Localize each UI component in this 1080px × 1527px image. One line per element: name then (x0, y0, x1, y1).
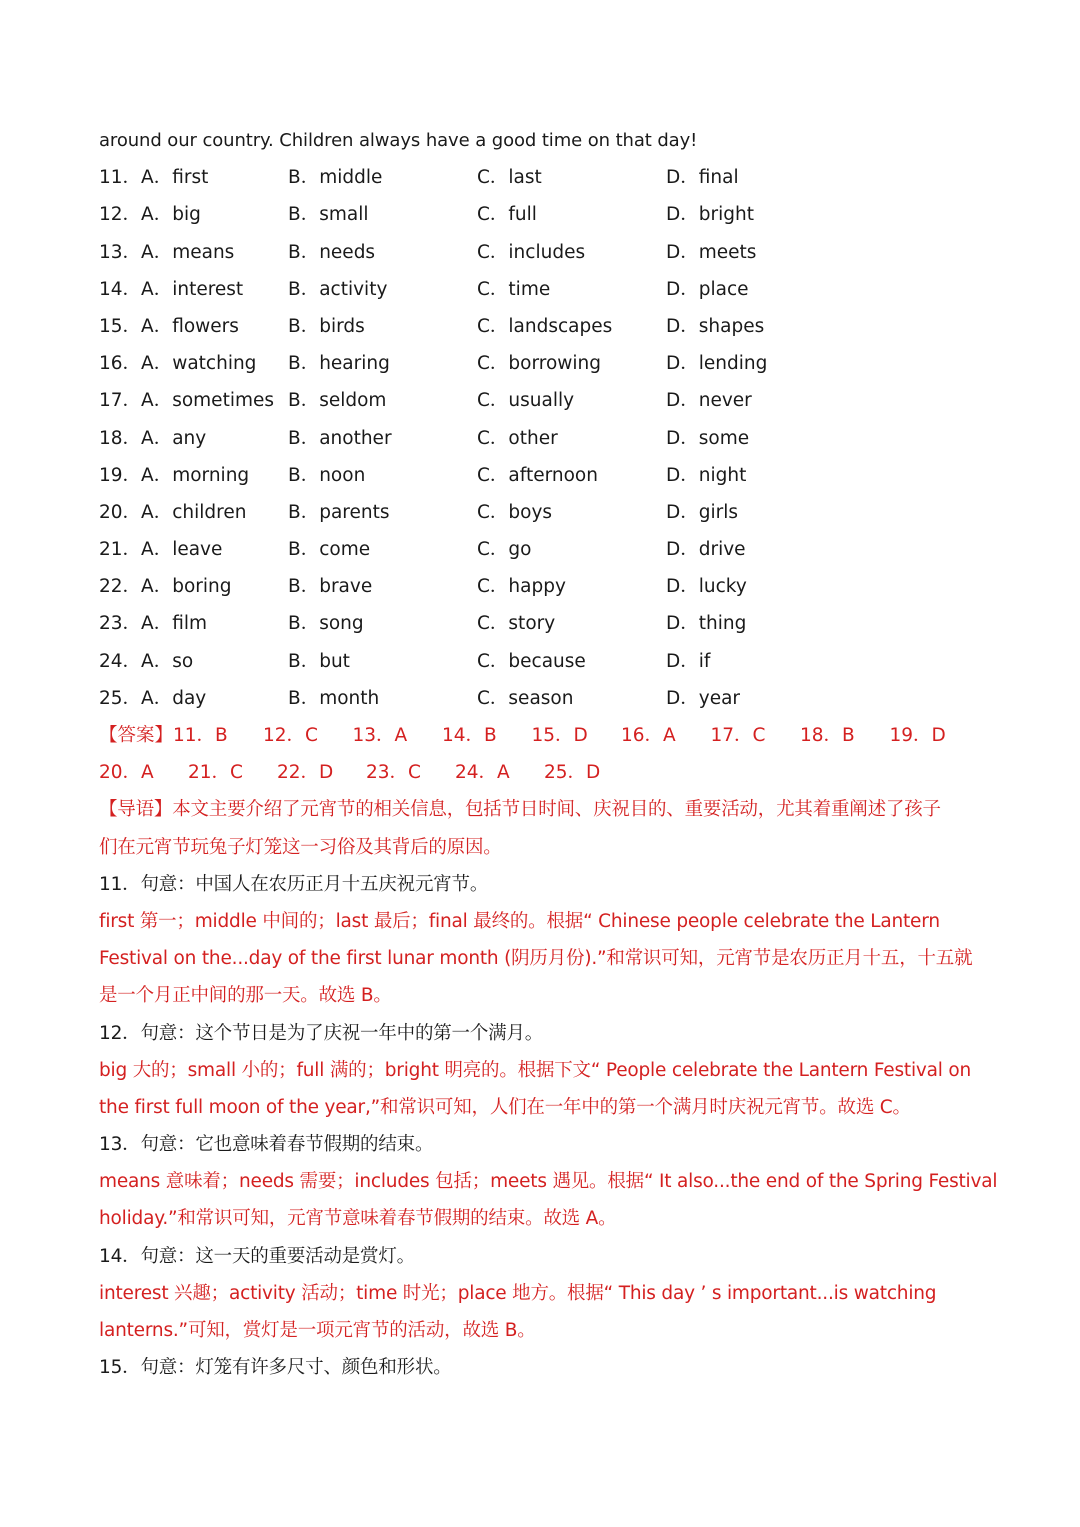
option-text: leave (172, 539, 223, 561)
explanation-sentence-meaning: 15．句意：灯笼有许多尺寸、颜色和形状。 (99, 1357, 452, 1379)
option-label: B． (288, 278, 320, 300)
option-text: middle (319, 167, 383, 189)
option-c (477, 159, 666, 196)
option-text: usually (508, 390, 575, 412)
option-label: C． (477, 241, 509, 263)
answer-item: 22．D (277, 762, 334, 784)
option-text: borrowing (508, 353, 602, 375)
option-text: another (319, 427, 392, 449)
explanation-line: 是一个月正中间的那一天。故选 B。 (99, 985, 392, 1007)
option-label: B． (288, 539, 320, 561)
option-label: 18．A． (99, 427, 173, 449)
option-text: brave (319, 576, 373, 598)
option-text: girls (698, 501, 739, 523)
option-label: D． (666, 390, 699, 412)
option-a (99, 159, 288, 196)
option-c (477, 308, 666, 345)
option-text: afternoon (508, 464, 598, 486)
option-d (666, 680, 855, 717)
option-label: 16．A． (99, 353, 173, 375)
option-label: D． (666, 464, 699, 486)
option-text: means (172, 241, 235, 263)
option-text: landscapes (508, 315, 613, 337)
option-text: first (172, 167, 209, 189)
option-text: day (172, 687, 207, 709)
option-text: sometimes (172, 390, 274, 412)
option-label: 12．A． (99, 204, 173, 226)
answer-item: 25．D (544, 762, 601, 784)
option-label: B． (288, 427, 320, 449)
option-b (288, 494, 477, 531)
option-label: D． (666, 613, 699, 635)
explanation-line: first 第一；middle 中间的；last 最后；final 最终的。根据“ Chinese people celebrate the Lantern (99, 910, 940, 932)
option-text: film (172, 613, 208, 635)
option-b (288, 680, 477, 717)
option-label: D． (666, 167, 699, 189)
option-text: watching (172, 353, 257, 375)
option-d (666, 494, 855, 531)
option-d (666, 308, 855, 345)
option-b (288, 420, 477, 457)
answer-item: 14．B (442, 725, 497, 746)
option-label: C． (477, 427, 509, 449)
question-row (99, 159, 989, 196)
option-b (288, 457, 477, 494)
option-a (99, 643, 288, 680)
option-text: flowers (172, 315, 239, 337)
option-a (99, 531, 288, 568)
option-label: D． (666, 650, 699, 672)
option-text: full (508, 204, 537, 226)
option-label: D． (666, 501, 699, 523)
option-label: C． (477, 576, 509, 598)
option-label: 21．A． (99, 539, 173, 561)
option-d (666, 568, 855, 605)
option-text: last (508, 167, 542, 189)
option-label: C． (477, 501, 509, 523)
option-label: C． (477, 204, 509, 226)
option-text: never (698, 390, 752, 412)
option-d (666, 420, 855, 457)
option-label: 14．A． (99, 278, 173, 300)
explanation-line: Festival on the...day of the first lunar month (阴历月份).”和常识可知，元宵节是农历正月十五，十五就 (99, 948, 973, 970)
option-text: big (172, 204, 201, 226)
option-text: morning (172, 464, 250, 486)
option-d (666, 159, 855, 196)
option-label: D． (666, 241, 699, 263)
option-label: C． (477, 650, 509, 672)
option-label: B． (288, 501, 320, 523)
option-label: B． (288, 353, 320, 375)
answer-item: 12．C (263, 725, 318, 746)
option-text: but (319, 650, 350, 672)
option-label: 11．A． (99, 167, 173, 189)
answer-item: 24．A (455, 762, 510, 784)
option-c (477, 494, 666, 531)
option-label: 19．A． (99, 464, 173, 486)
option-label: 20．A． (99, 501, 173, 523)
passage-last-line: around our country. Children always have a good time on that day! (99, 130, 698, 151)
option-label: C． (477, 353, 509, 375)
option-label: C． (477, 278, 509, 300)
option-text: if (698, 650, 711, 672)
option-a (99, 271, 288, 308)
option-label: B． (288, 315, 320, 337)
answer-item: 17．C (710, 725, 766, 746)
option-a (99, 420, 288, 457)
question-row (99, 308, 989, 345)
option-text: children (172, 501, 247, 523)
option-c (477, 605, 666, 642)
option-a (99, 382, 288, 419)
answer-item: 20．A (99, 762, 154, 784)
explanation-line: lanterns.”可知，赏灯是一项元宵节的活动，故选 B。 (99, 1320, 536, 1341)
option-c (477, 568, 666, 605)
option-d (666, 531, 855, 568)
answer-item: 21．C (188, 762, 243, 784)
option-label: 15．A． (99, 315, 173, 337)
option-text: happy (508, 576, 566, 598)
option-c (477, 680, 666, 717)
option-text: any (172, 427, 207, 449)
option-b (288, 643, 477, 680)
answer-item: 【答案】11．B (99, 725, 228, 746)
option-b (288, 345, 477, 382)
option-label: C． (477, 390, 509, 412)
option-a (99, 345, 288, 382)
option-text: year (698, 687, 741, 709)
explanation-sentence-meaning: 13．句意：它也意味着春节假期的结束。 (99, 1134, 434, 1156)
option-text: place (698, 278, 749, 300)
option-label: B． (288, 650, 320, 672)
option-a (99, 196, 288, 233)
option-b (288, 568, 477, 605)
option-text: month (319, 687, 380, 709)
option-d (666, 643, 855, 680)
option-b (288, 196, 477, 233)
option-label: 24．A． (99, 650, 173, 672)
option-label: B． (288, 687, 320, 709)
option-label: B． (288, 167, 320, 189)
option-text: drive (698, 539, 746, 561)
question-row (99, 271, 989, 308)
explanation-line: the first full moon of the year,”和常识可知，人们在一年中的第一个满月时庆祝元宵节。故选 C。 (99, 1096, 911, 1118)
option-label: 22．A． (99, 576, 173, 598)
option-a (99, 457, 288, 494)
option-label: B． (288, 613, 320, 635)
question-row (99, 531, 989, 568)
option-label: C． (477, 613, 509, 635)
option-a (99, 680, 288, 717)
option-b (288, 308, 477, 345)
option-label: 13．A． (99, 241, 173, 263)
explanation-line: 们在元宵节玩兔子灯笼这一习俗及其背后的原因。 (99, 836, 502, 858)
question-row (99, 382, 989, 419)
option-label: D． (666, 427, 699, 449)
option-label: D． (666, 315, 699, 337)
question-row (99, 196, 989, 233)
option-a (99, 308, 288, 345)
answer-item: 23．C (366, 762, 421, 784)
question-row (99, 494, 989, 531)
option-b (288, 605, 477, 642)
option-text: seldom (319, 390, 387, 412)
option-text: interest (172, 278, 244, 300)
option-label: C． (477, 687, 509, 709)
option-d (666, 605, 855, 642)
explanation-line: means 意味着；needs 需要；includes 包括；meets 遇见。根据“ It also...the end of the Spring Festival (99, 1171, 998, 1193)
answer-item: 13．A (352, 725, 408, 746)
question-row (99, 568, 989, 605)
option-text: final (698, 167, 739, 189)
option-c (477, 420, 666, 457)
option-text: boring (172, 576, 232, 598)
option-text: go (508, 539, 532, 561)
question-list (99, 159, 989, 717)
option-c (477, 457, 666, 494)
option-d (666, 457, 855, 494)
option-label: D． (666, 278, 699, 300)
explanation-sentence-meaning: 12．句意：这个节日是为了庆祝一年中的第一个满月。 (99, 1022, 544, 1044)
option-label: 25．A． (99, 687, 173, 709)
option-c (477, 234, 666, 271)
explanation-line: 【导语】本文主要介绍了元宵节的相关信息，包括节日时间、庆祝目的、重要活动，尤其着重阐述了孩子 (99, 799, 941, 821)
option-d (666, 196, 855, 233)
option-text: so (172, 650, 194, 672)
option-d (666, 234, 855, 271)
option-d (666, 382, 855, 419)
option-b (288, 382, 477, 419)
option-b (288, 271, 477, 308)
answer-item: 16．A (621, 725, 676, 746)
option-text: birds (319, 315, 365, 337)
explanation-line: holiday.”和常识可知，元宵节意味着春节假期的结束。故选 A。 (99, 1208, 617, 1230)
option-a (99, 568, 288, 605)
option-text: because (508, 650, 586, 672)
option-label: B． (288, 204, 320, 226)
option-label: B． (288, 576, 320, 598)
option-text: includes (508, 241, 586, 263)
question-row (99, 234, 989, 271)
option-text: meets (698, 241, 757, 263)
option-c (477, 382, 666, 419)
option-label: D． (666, 353, 699, 375)
option-text: parents (319, 501, 390, 523)
option-b (288, 531, 477, 568)
option-text: activity (319, 278, 388, 300)
option-label: C． (477, 315, 509, 337)
option-text: small (319, 204, 369, 226)
answer-key-line-1 (99, 717, 989, 754)
option-b (288, 159, 477, 196)
option-label: D． (666, 687, 699, 709)
option-c (477, 345, 666, 382)
answer-item: 19．D (889, 725, 946, 746)
option-label: D． (666, 204, 699, 226)
option-label: 17．A． (99, 390, 173, 412)
explanation-line: big 大的；small 小的；full 满的；bright 明亮的。根据下文“ People celebrate the Lantern Festival on (99, 1059, 972, 1081)
option-b (288, 234, 477, 271)
question-row (99, 345, 989, 382)
option-label: D． (666, 539, 699, 561)
document-page (99, 122, 998, 1386)
question-row (99, 680, 989, 717)
option-text: shapes (698, 315, 765, 337)
option-text: time (508, 278, 551, 300)
option-text: bright (698, 204, 754, 226)
option-text: boys (508, 501, 553, 523)
answer-key-line-2 (99, 754, 989, 791)
option-text: needs (319, 241, 376, 263)
explanation-line: interest 兴趣；activity 活动；time 时光；place 地方。根据“ This day ’ s important...is watching (99, 1282, 937, 1304)
explanation-sentence-meaning: 14．句意：这一天的重要活动是赏灯。 (99, 1245, 415, 1267)
answer-item: 18．B (800, 725, 855, 746)
explanation-section (99, 791, 998, 1386)
answer-item: 15．D (531, 725, 588, 746)
option-c (477, 271, 666, 308)
option-text: come (319, 539, 371, 561)
option-text: noon (319, 464, 366, 486)
option-text: some (698, 427, 750, 449)
option-text: other (508, 427, 558, 449)
option-d (666, 345, 855, 382)
option-c (477, 531, 666, 568)
option-label: C． (477, 167, 509, 189)
option-text: song (319, 613, 364, 635)
option-text: season (508, 687, 574, 709)
option-label: C． (477, 539, 509, 561)
option-text: story (508, 613, 556, 635)
option-label: C． (477, 464, 509, 486)
option-a (99, 605, 288, 642)
option-label: B． (288, 241, 320, 263)
option-text: lending (698, 353, 768, 375)
option-a (99, 234, 288, 271)
option-label: B． (288, 464, 320, 486)
question-row (99, 643, 989, 680)
explanation-sentence-meaning: 11．句意：中国人在农历正月十五庆祝元宵节。 (99, 873, 489, 895)
option-label: B． (288, 390, 320, 412)
option-c (477, 196, 666, 233)
option-text: night (698, 464, 747, 486)
question-row (99, 605, 989, 642)
option-text: thing (698, 613, 747, 635)
question-row (99, 457, 989, 494)
option-text: hearing (319, 353, 390, 375)
question-row (99, 420, 989, 457)
option-label: 23．A． (99, 613, 173, 635)
option-label: D． (666, 576, 699, 598)
option-d (666, 271, 855, 308)
option-a (99, 494, 288, 531)
option-c (477, 643, 666, 680)
option-text: lucky (698, 576, 747, 598)
